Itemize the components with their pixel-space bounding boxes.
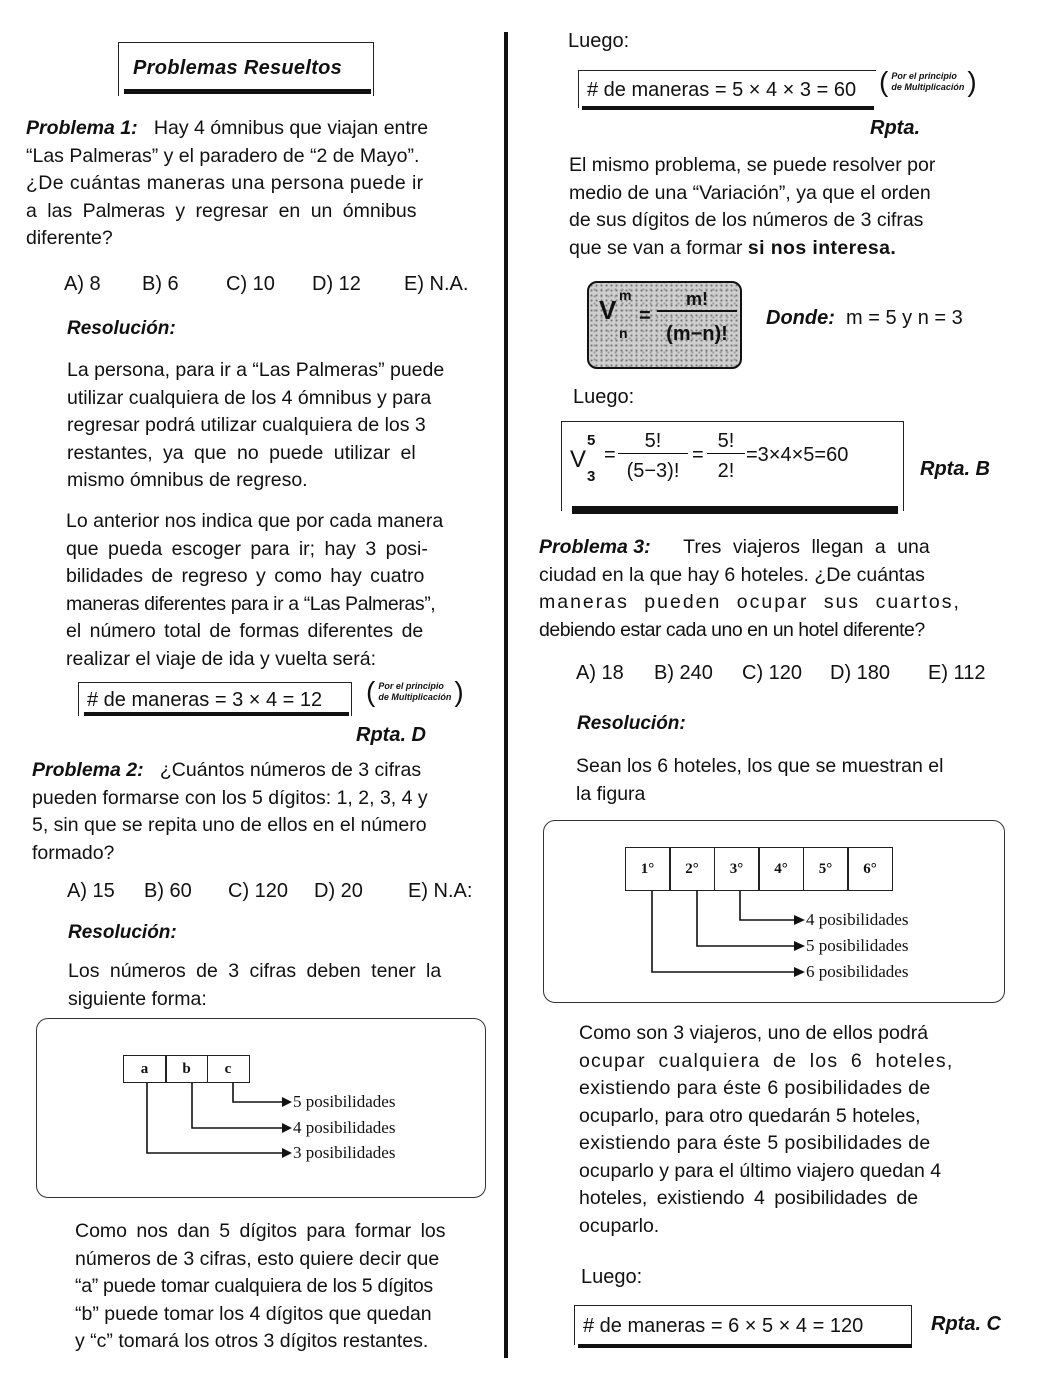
option-b: B) 240 (654, 662, 713, 684)
label-b-options: 4 posibilidades (293, 1118, 396, 1137)
problem-3-then-label: Luego: (581, 1266, 643, 1288)
option-c: C) 120 (742, 662, 803, 684)
option-a: A) 18 (576, 662, 624, 684)
label-a-options: 5 posibilidades (293, 1092, 396, 1111)
option-d: D) 12 (312, 273, 361, 295)
cell-b: b (165, 1055, 208, 1083)
option-b: B) 60 (144, 880, 192, 902)
option-d: D) 20 (314, 880, 363, 902)
column-divider (504, 32, 508, 1358)
problem-2-statement: Problema 2: ¿Cuántos números de 3 cifras pueden formarse con los 5 dígitos: 1, 2, 3, 4 y 5, sin que se repita uno de ellos en el número formado? (32, 759, 428, 864)
problem-1-label: Problema 1: (26, 117, 138, 139)
connector-arrows (544, 821, 1006, 1004)
problem-3-explanation: Como son 3 viajeros, uno de ellos podrá ocupar cualquiera de los 6 hoteles, existiendo para éste 6 posibilidades de ocuparlo, para otro quedarán 5 hoteles, existiendo para éste 5 posibilidades de ocuparlo y para el último viajero quedan 4 hoteles, existiendo 4 posibilidades de ocuparlo. (579, 1022, 954, 1237)
problem-3-intro: Sean los 6 hoteles, los que se muestran el la figura (576, 755, 944, 805)
section-title: Problemas Resueltos (133, 57, 343, 79)
hotel-cell-6: 6° (847, 847, 893, 891)
option-c: C) 10 (226, 273, 275, 295)
problem-3-options (576, 662, 985, 685)
option-a: A) 8 (64, 273, 101, 295)
problem-3-result-underline (578, 1344, 912, 1348)
problem-3-result-box (574, 1305, 912, 1345)
option-e: E) N.A. (404, 273, 469, 295)
problem-1-statement: Problema 1: Hay 4 ómnibus que viajan entre “Las Palmeras” y el paradero de “2 de Mayo”. ¿De cuántas maneras una persona puede ir a las Palmeras y regresar en un ómnibus diferente? (26, 117, 429, 249)
formula-v: V (599, 295, 617, 325)
problem-3-diagram (543, 820, 1005, 1003)
problem-1-answer: Rpta. D (356, 724, 426, 746)
label-first-hotel: 4 posibilidades (806, 910, 909, 929)
connector-arrows (37, 1019, 487, 1199)
label-second-hotel: 5 posibilidades (806, 936, 909, 955)
cell-a: a (123, 1055, 167, 1083)
problem-2-resolution-label: Resolución: (68, 922, 177, 943)
formula-where: Donde: m = 5 y n = 3 (766, 307, 963, 329)
problem-1-options (64, 273, 468, 296)
section-title-box (118, 42, 374, 96)
problem-2-intro: Los números de 3 cifras deben tener la siguiente forma: (68, 960, 442, 1010)
problem-2-answer: Rpta. (870, 117, 920, 139)
option-a: A) 15 (67, 880, 115, 902)
label-c-options: 3 posibilidades (293, 1143, 396, 1162)
problem-1-result-box (78, 682, 352, 716)
problem-2-explanation: Como nos dan 5 dígitos para formar los números de 3 cifras, esto quiere decir que “a” puede tomar cualquiera de los 5 dígitos “b” puede tomar los 4 dígitos que quedan y “c” tomará los otros 3 dígitos restantes. (75, 1220, 446, 1352)
emphasis-text: si nos interesa. (747, 236, 897, 259)
hotel-cell-5: 5° (803, 847, 849, 891)
hotel-cell-3: 3° (714, 847, 760, 891)
problem-1-result-note: ( Por el principio de Multiplicación ) (366, 676, 464, 707)
problem-2-result-box (578, 70, 876, 108)
option-d: D) 180 (830, 662, 891, 684)
problem-2-result-equation: # de maneras = 5 × 4 × 3 = 60 (587, 79, 857, 101)
problem-3-statement: Problema 3: Tres viajeros llegan a una ciudad en la que hay 6 hoteles. ¿De cuántas maneras pueden ocupar sus cuartos, debiendo estar cada uno en un hotel diferente? (539, 536, 961, 641)
variation-result-underline (572, 506, 898, 514)
problem-1-result-underline (84, 712, 349, 716)
cell-c: c (207, 1055, 250, 1083)
option-e: E) N.A: (408, 880, 473, 902)
problem-2-label: Problema 2: (32, 759, 144, 781)
title-underline (124, 89, 371, 94)
option-e: E) 112 (928, 662, 986, 684)
problem-2-options (67, 880, 472, 903)
problem-2-diagram (36, 1018, 486, 1198)
problem-2-then-label-2: Luego: (573, 386, 635, 408)
variation-paragraph: El mismo problema, se puede resolver por medio de una “Variación”, ya que el orden de sus dígitos de los números de 3 cifras que se van a formar si nos interesa. (569, 154, 936, 259)
problem-1-paragraph-1: La persona, para ir a “Las Palmeras” puede utilizar cualquiera de los 4 ómnibus y para regresar podrá utilizar cualquiera de los 3 restantes, ya que no puede utilizar el mismo ómnibus de regreso. (67, 359, 445, 491)
problem-2-result-underline (582, 106, 874, 110)
problem-3-resolution-label: Resolución: (577, 713, 686, 734)
variation-result-box: V 5 3 = 5! (5−3)! = 5! 2! =3×4×5=60 (561, 421, 904, 511)
problem-1-paragraph-2: Lo anterior nos indica que por cada manera que pueda escoger para ir; hay 3 posi- bilidades de regreso y como hay cuatro maneras diferentes para ir a “Las Palmeras”, el número total de formas diferentes de realizar el viaje de ida y vuelta será: (66, 510, 444, 670)
problem-3-label: Problema 3: (539, 536, 651, 558)
variation-formula-box: V m n = m! (m−n)! (587, 281, 742, 369)
problem-3-answer: Rpta. C (931, 1313, 1001, 1335)
problem-3-result-equation: # de maneras = 6 × 5 × 4 = 120 (583, 1315, 864, 1337)
option-c: C) 120 (228, 880, 289, 902)
problem-2-answer-2: Rpta. B (920, 458, 990, 480)
problem-1-result-equation: # de maneras = 3 × 4 = 12 (87, 689, 323, 711)
problem-1-resolution-label: Resolución: (67, 318, 176, 339)
hotel-cell-2: 2° (669, 847, 715, 891)
label-third-hotel: 6 posibilidades (806, 962, 909, 981)
option-b: B) 6 (142, 273, 179, 295)
problem-2-then-label: Luego: (568, 30, 630, 52)
problem-2-result-note: ( Por el principio de Multiplicación ) (879, 66, 977, 97)
hotel-cell-1: 1° (625, 847, 671, 891)
hotel-cell-4: 4° (758, 847, 804, 891)
